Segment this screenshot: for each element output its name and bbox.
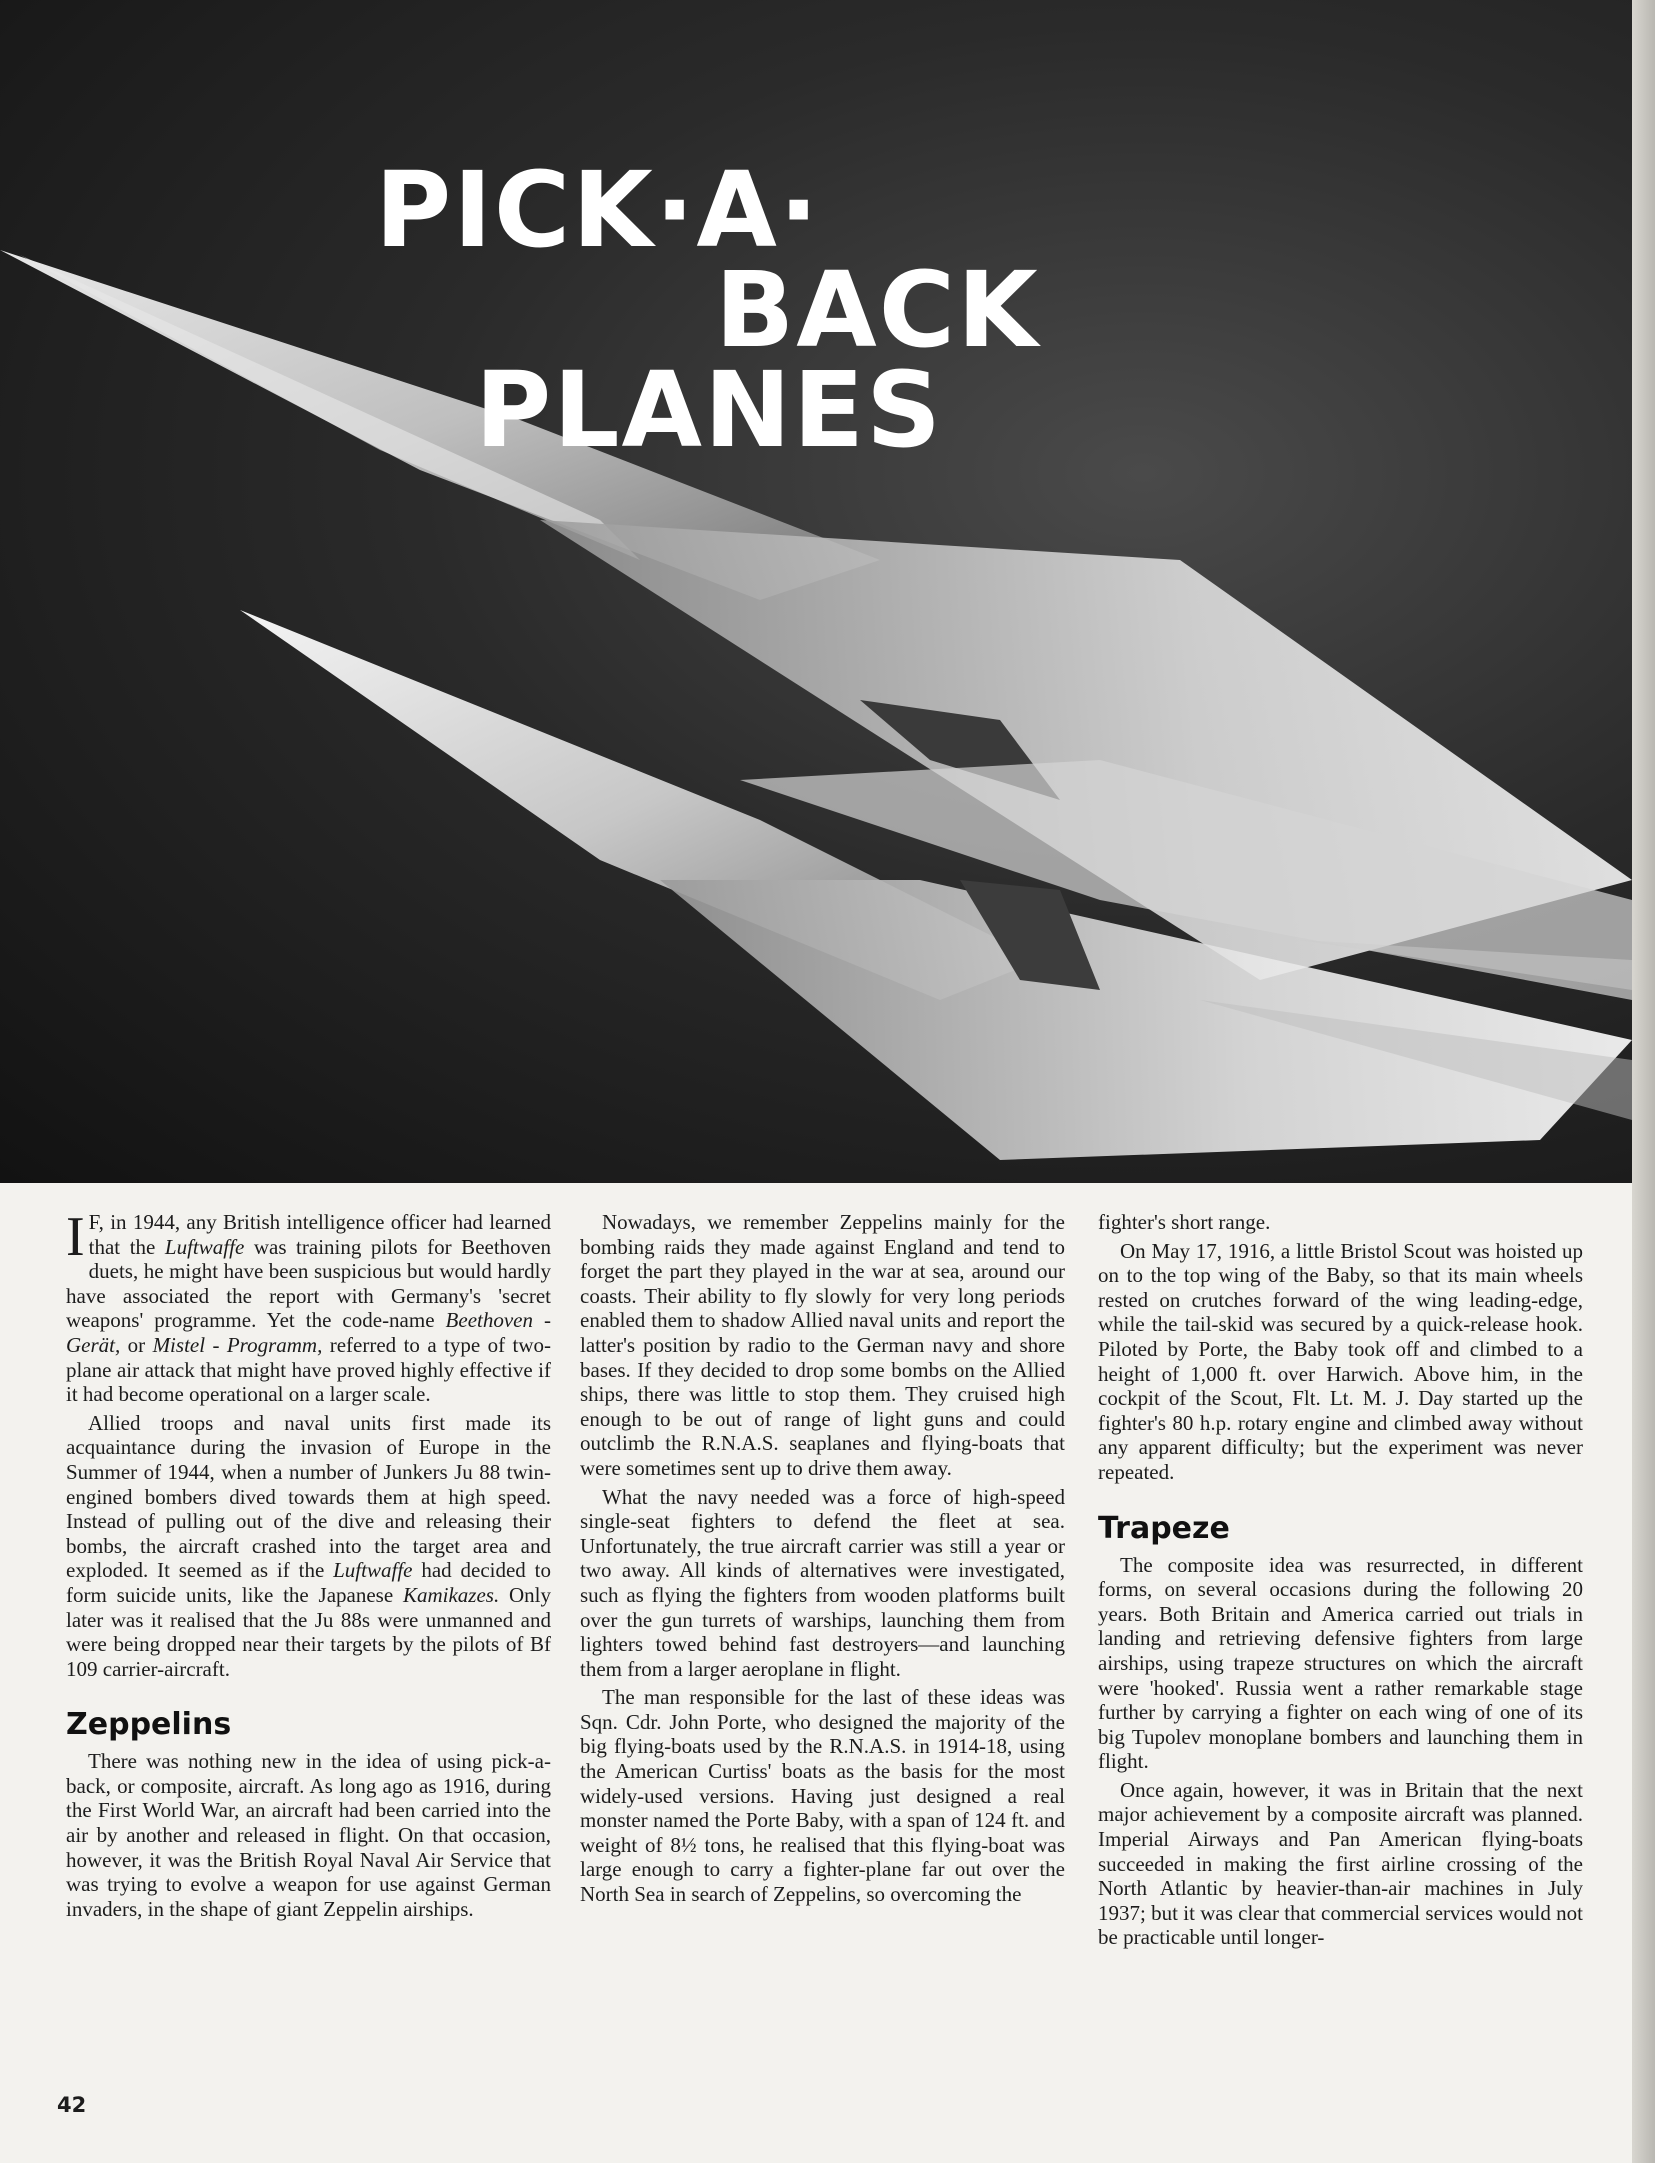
text-run: Only later was it realised that the Ju 88s were unmanned and were being dropped near their targets by the pilots of Bf 109 carrier-aircraft. [66, 1582, 551, 1681]
italic-text: Luftwaffe [333, 1558, 413, 1583]
paragraph: There was nothing new in the idea of using pick-a-back, or composite, aircraft. As long ago as 1916, during the First World War, an aircraft had been carried into the air by another and released in flight. On that occasion, however, it was the British Royal Naval Air Service that was trying to evolve a weapon for use against German invaders, in the shape of giant Zeppelin airships. [66, 1749, 551, 1921]
section-heading: Trapeze [1098, 1510, 1230, 1546]
paragraph: fighter's short range. [1098, 1210, 1271, 1234]
drop-cap: I [66, 1206, 85, 1268]
paragraph: What the navy needed was a force of high-speed single-seat fighters to defend the fleet at sea. Unfortunately, the true aircraft carrier was still a year or two away. All kinds of alternatives were investigated, such as flying the fighters from wooden platforms built over the gun turrets of warships, launching them from lighters towed behind fast destroyers—and launching them from a larger aeroplane in flight. [580, 1484, 1065, 1681]
title-line-2: BACK [715, 249, 1040, 371]
page-number: 42 [57, 2093, 87, 2117]
text-run: had decided to form suicide units, like the Japanese [66, 1558, 551, 1607]
text-column-1 [66, 1206, 552, 1925]
paragraph [66, 1206, 552, 1407]
text-run: referred to a type of two-plane air attack that might have proved highly effective if it had become operational on a larger scale. [66, 1332, 552, 1407]
paragraph: Nowadays, we remember Zeppelins mainly for the bombing raids they made against England and tend to forget the part they played in the war at sea, around our coasts. Their ability to fly slowly for very long periods enabled them to shadow Allied naval units and report the latter's position by radio to the German navy and shore bases. If they decided to drop some bombs on the Allied ships, there was little to stop them. They cruised high enough to be out of range of light guns and could outclimb the R.N.A.S. seaplanes and flying-boats that were sometimes sent up to drive them away. [580, 1210, 1065, 1480]
text-run: F, in 1944, any British intelligence officer had learned that the [88, 1210, 551, 1259]
italic-text: Luftwaffe [164, 1234, 245, 1259]
section-heading: Zeppelins [66, 1707, 232, 1743]
text-run: or [120, 1332, 153, 1357]
italic-text: Kamikazes. [402, 1582, 500, 1607]
paragraph: Once again, however, it was in Britain that the next major achievement by a composite aircraft was planned. Imperial Airways and Pan American flying-boats succeeded in making the first airline crossing of the North Atlantic by heavier-than-air machines in July 1937; but it was clear that commercial services would not be practicable until longer- [1098, 1777, 1583, 1950]
title-line-1: PICK·A· [375, 149, 821, 271]
text-run: was training pilots for Beethoven duets, he might have been suspicious but would hardly have associated the report with Germany's 'secret weapons' programme. Yet the code-name [66, 1234, 551, 1333]
paragraph: The man responsible for the last of these ideas was Sqn. Cdr. John Porte, who designed the majority of the big flying-boats used by the R.N.A.S. in 1914-18, using the American Curtiss' boats as the basis for the most widely-used versions. Having just designed a real monster named the Porte Baby, with a span of 124 ft. and weight of 8½ tons, he realised that this flying-boat was large enough to carry a fighter-plane far out over the North Sea in search of Zeppelins, so overcoming the [580, 1685, 1065, 1907]
title-line-3: PLANES [475, 349, 943, 471]
paragraph: The composite idea was resurrected, in different forms, on several occasions during the following 20 years. Both Britain and America carried out trials in landing and retrieving defensive fighters from large airships, using trapeze structures on which the aircraft were 'hooked'. Russia went a rather remarkable stage further by carrying a fighter on each wing of one of its big Tupolev monoplane bombers and launching them in flight. [1098, 1552, 1583, 1774]
page-edge [1632, 0, 1655, 2163]
text-column-2 [580, 1210, 1065, 1911]
text-column-3 [1098, 1210, 1583, 1954]
italic-text: Mistel - Programm, [152, 1332, 323, 1357]
text-run: Allied troops and naval units first made its acquaintance during the invasion of Europe in the Summer of 1944, when a number of Junkers Ju 88 twin-engined bombers dived towards them at high speed. Instead of pulling out of the dive and releasing their bombs, the aircraft crashed into the target area and exploded. It seemed as if the [66, 1410, 551, 1583]
paragraph [66, 1411, 551, 1682]
paragraph: On May 17, 1916, a little Bristol Scout was hoisted up on to the top wing of the Baby, so that its main wheels rested on crutches forward of the wing leading-edge, while the tail-skid was secured by a quick-release hook. Piloted by Porte, the Baby took off and climbed to a height of 1,000 ft. over Harwich. Above him, in the cockpit of the Scout, Flt. Lt. M. J. Day started up the fighter's 80 h.p. rotary engine and climbed away without any apparent difficulty; but the experiment was never repeated. [1098, 1238, 1583, 1484]
page-title [375, 149, 1175, 471]
italic-text: Beethoven - Gerät, [66, 1308, 551, 1357]
